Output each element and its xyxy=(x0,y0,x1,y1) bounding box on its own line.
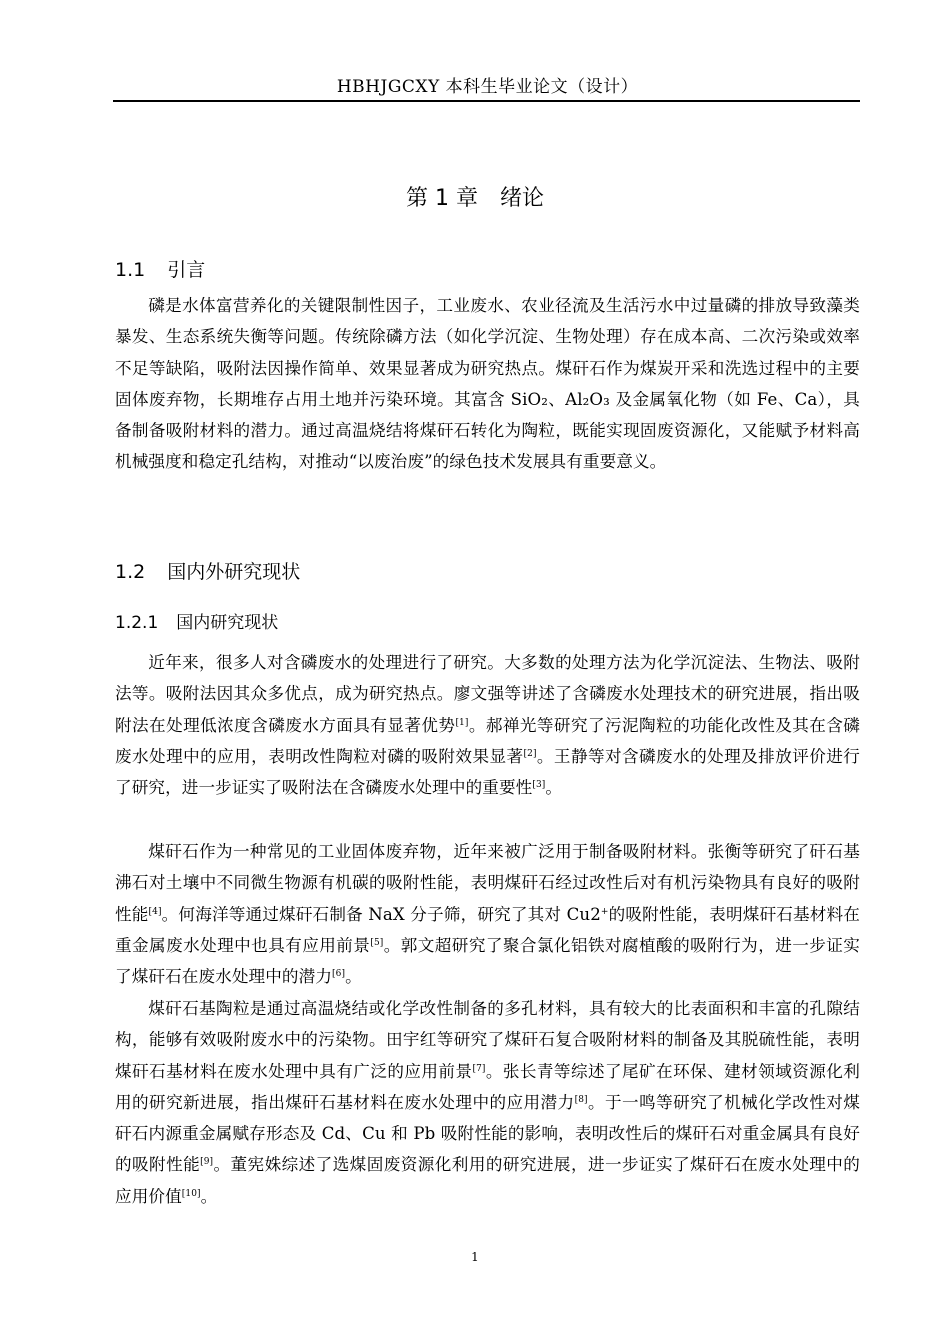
text-run: 。张长青等综述了尾矿在环保、建材领域资源化利用的研究新进展，指出煤矸石基材料在废水处理中的应用潜力 xyxy=(115,1061,860,1112)
citation: [1] xyxy=(455,717,469,728)
citation: [8] xyxy=(574,1094,588,1105)
text-run: 。 xyxy=(200,1186,218,1206)
text-run: 。 xyxy=(345,967,362,987)
body-paragraph-1 xyxy=(115,647,860,803)
citation: [2] xyxy=(523,748,537,759)
page-number: 1 xyxy=(471,1250,479,1264)
section-title: 国内外研究现状 xyxy=(167,561,301,583)
citation: [5] xyxy=(370,937,384,948)
text-run: 。于一鸣等研究了机械化学改性对煤矸石内源重金属赋存形态及 Cd、Cu 和 Pb 吸附性能的影响，表明改性后的煤矸石对重金属具有良好的吸附性能 xyxy=(115,1092,860,1175)
citation: [6] xyxy=(332,969,346,980)
text-run: 。董宪姝综述了选煤固废资源化利用的研究进展，进一步证实了煤矸石在废水处理中的应用价值 xyxy=(115,1155,860,1206)
text-run: 。 xyxy=(545,778,563,798)
superscript-charge: + xyxy=(600,906,609,917)
running-header: HBHJGCXY 本科生毕业论文（设计） xyxy=(336,77,639,97)
citation: [3] xyxy=(532,780,546,791)
header-rule xyxy=(113,100,860,102)
citation: [4] xyxy=(148,906,162,917)
subsection-heading xyxy=(115,608,278,633)
text-run: 。何海洋等通过煤矸石制备 NaX 分子筛，研究了其对 Cu2 xyxy=(161,904,601,924)
section-number: 1.2 xyxy=(115,561,146,583)
text-run: 煤矸石作为一种常见的工业固体废弃物，近年来被广泛用于制备吸附材料。张衡等研究了矸石基沸石对土壤中不同微生物源有机碳的吸附性能，表明煤矸石经过改性后对有机污染物具有良好的吸附性能 xyxy=(115,842,860,924)
subsection-number: 1.2.1 xyxy=(115,613,159,633)
section-title: 引言 xyxy=(167,259,206,281)
citation: [10] xyxy=(181,1188,201,1199)
section-heading-status xyxy=(115,557,300,584)
text-run: 。王静等对含磷废水的处理及排放评价进行了研究，进一步证实了吸附法在含磷废水处理中的重要性 xyxy=(115,746,860,798)
text-run: 的吸附性能，表明煤矸石基材料在重金属废水处理中也具有应用前景 xyxy=(115,904,860,955)
section-number: 1.1 xyxy=(115,259,146,281)
text-run: 煤矸石基陶粒是通过高温烧结或化学改性制备的多孔材料，具有较大的比表面积和丰富的孔隙结构，能够有效吸附废水中的污染物。田宇红等研究了煤矸石复合吸附材料的制备及其脱硫性能，表明煤矸石基材料在废水处理中具有广泛的应用前景 xyxy=(115,999,860,1081)
intro-paragraph: 磷是水体富营养化的关键限制性因子，工业废水、农业径流及生活污水中过量磷的排放导致藻类暴发、生态系统失衡等问题。传统除磷方法（如化学沉淀、生物处理）存在成本高、二次污染或效率不足等缺陷，吸附法因操作简单、效果显著成为研究热点。煤矸石作为煤炭开采和洗选过程中的主要固体废弃物，长期堆存占用土地并污染环境。其富含 SiO₂、Al₂O₃ 及金属氧化物（如 Fe、Ca），具备制备吸附材料的潜力。通过高温烧结将煤矸石转化为陶粒，既能实现固废资源化，又能赋予材料高机械强度和稳定孔结构，对推动“以废治废”的绿色技术发展具有重要意义。 xyxy=(115,296,860,472)
body-paragraph-2 xyxy=(115,836,860,992)
section-heading-intro xyxy=(115,255,205,282)
chapter-title: 第 1 章 绪论 xyxy=(406,186,544,211)
text-run: 近年来，很多人对含磷废水的处理进行了研究。大多数的处理方法为化学沉淀法、生物法、吸附法等。吸附法因其众多优点，成为研究热点。廖文强等讲述了含磷废水处理技术的研究进展，指出吸附法在处理低浓度含磷废水方面具有显著优势 xyxy=(115,653,860,735)
citation: [7] xyxy=(472,1063,486,1074)
subsection-title: 国内研究现状 xyxy=(176,613,279,633)
text-run: 。郝禅光等研究了污泥陶粒的功能化改性及其在含磷废水处理中的应用，表明改性陶粒对磷的吸附效果显著 xyxy=(115,715,860,766)
text-run: 。郭文超研究了聚合氯化铝铁对腐植酸的吸附行为，进一步证实了煤矸石在废水处理中的潜力 xyxy=(115,935,860,987)
citation: [9] xyxy=(200,1157,214,1168)
body-paragraph-3 xyxy=(115,993,860,1212)
